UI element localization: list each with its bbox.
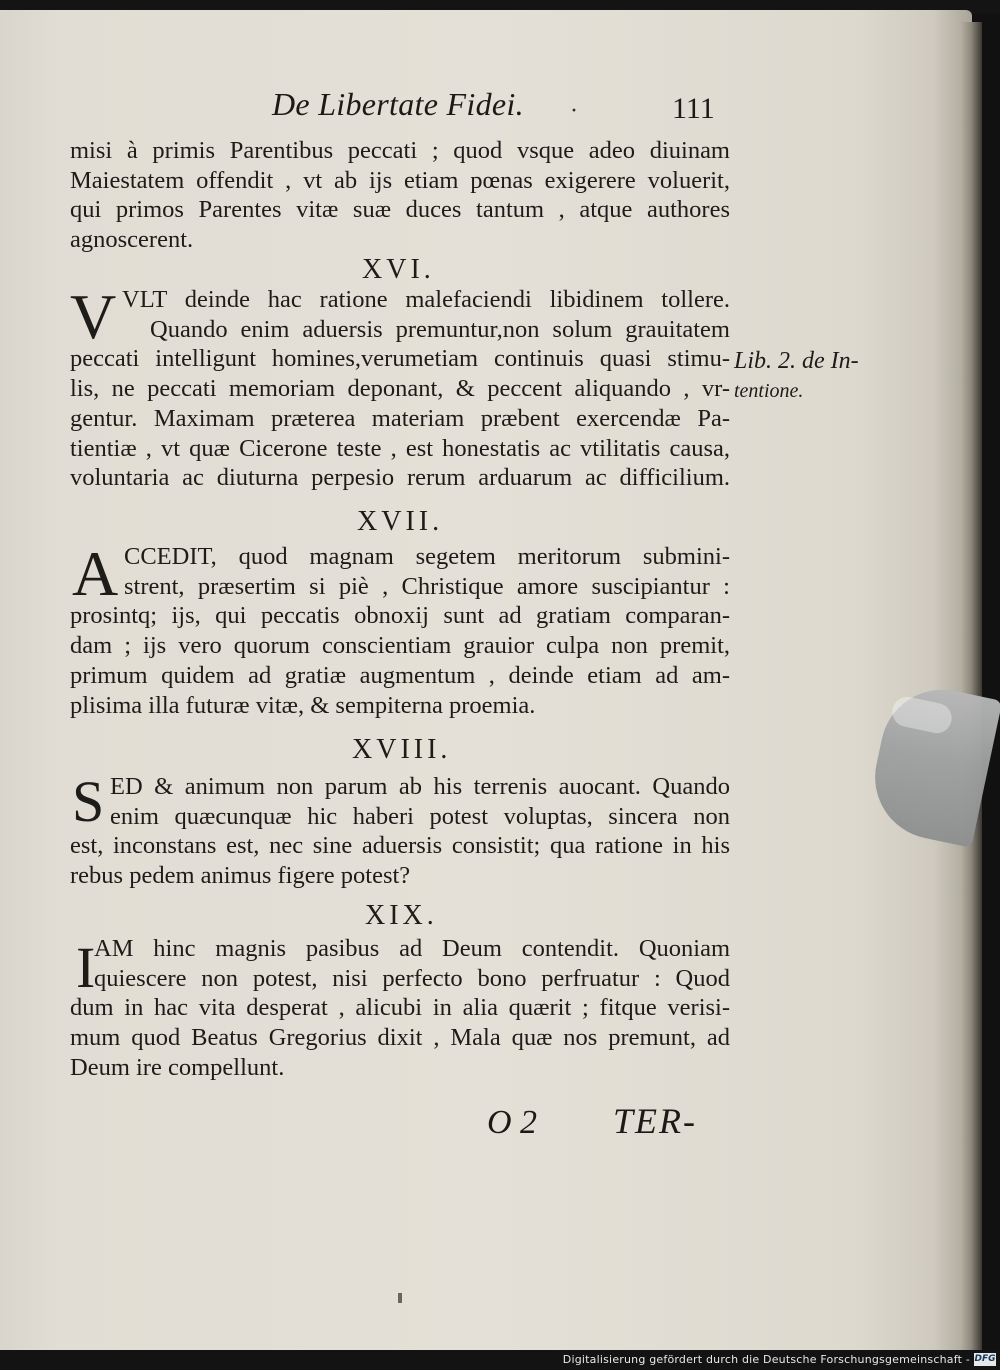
paragraph-xvii <box>70 538 730 720</box>
text-line: agnoscerent. <box>70 226 194 254</box>
section-heading-xvi: XVI. <box>362 254 435 285</box>
text-line: CCEDIT, quod magnam segetem meritorum submini- <box>124 543 730 570</box>
text-line: gentur. Maximam præterea materiam præbent exercendæ Pa- <box>70 404 730 432</box>
text-line: Quando enim aduersis premuntur,non solum grauitatem <box>150 315 730 343</box>
dropcap-s: S <box>72 769 105 834</box>
ink-mark <box>398 1293 402 1303</box>
paragraph-xviii <box>70 769 730 891</box>
text-line: voluntaria ac diuturna perpesio rerum arduarum ac difficilium. <box>70 464 730 492</box>
margin-note-line: Lib. 2. de In- <box>734 348 859 374</box>
catchword: TER- <box>613 1101 697 1141</box>
text-line: VLT deinde hac ratione malefaciendi libidinem tollere. <box>122 286 730 313</box>
dropcap-a: A <box>72 538 119 609</box>
dfg-logo: DFG <box>974 1354 996 1364</box>
text-line: peccati intelligunt homines,verumetiam continuis quasi stimu- <box>70 345 730 373</box>
text-line: primum quidem ad gratiæ augmentum , deinde etiam ad am- <box>70 661 730 689</box>
text-line: mum quod Beatus Gregorius dixit , Mala quæ nos premunt, ad <box>70 1024 730 1052</box>
text-line: strent, præsertim si piè , Christique amore suscipiantur : <box>124 572 730 600</box>
text-line: rebus pedem animus figere potest? <box>70 862 411 890</box>
dropcap-i: I <box>76 935 96 1000</box>
header-dot: · <box>570 98 578 124</box>
text-line: ED & animum non parum ab his terrenis auocant. Quando <box>110 773 730 800</box>
digitization-notice: Digitalisierung gefördert durch die Deutsche Forschungsgemeinschaft - <box>562 1353 970 1366</box>
text-line: tientiæ , vt quæ Cicerone teste , est honestatis ac vtilitatis causa, <box>70 434 730 462</box>
section-heading-xviii: XVIII. <box>352 734 452 765</box>
text-line: lis, ne peccati memoriam deponant, & peccent aliquando , vr- <box>70 375 730 403</box>
text-line: plisima illa futuræ vitæ, & sempiterna proemia. <box>70 691 536 719</box>
running-header-title: De Libertate Fidei. <box>272 86 524 122</box>
text-line: quiescere non potest, nisi perfecto bono perfruatur : Quod <box>94 964 730 992</box>
text-line: Deum ire compellunt. <box>70 1053 285 1081</box>
page-fore-edge <box>960 22 982 1352</box>
text-line: misi à primis Parentibus peccati ; quod vsque adeo diuinam <box>70 137 730 164</box>
section-heading-xvii: XVII. <box>357 506 444 537</box>
text-line: enim quæcunquæ hic haberi potest voluptas, sincera non <box>110 802 730 830</box>
text-line: dum in hac vita desperat , alicubi in alia quærit ; fitque verisi- <box>70 994 730 1022</box>
page-number: 111 <box>672 92 715 125</box>
text-line: prosintq; ijs, qui peccatis obnoxij sunt ad gratiam comparan- <box>70 602 730 630</box>
text-line: est, inconstans est, nec sine aduersis consistit; qua ratione in his <box>70 832 730 860</box>
text-line: dam ; ijs vero quorum conscientiam grauior culpa non premit, <box>70 632 730 660</box>
text-line: qui primos Parentes vitæ suæ duces tantum , atque authores <box>70 196 730 224</box>
text-line: AM hinc magnis pasibus ad Deum contendit. Quoniam <box>94 935 730 962</box>
signature-mark: O 2 <box>487 1104 538 1141</box>
intro-paragraph <box>70 136 730 255</box>
margin-note <box>734 346 859 406</box>
text-line: Maiestatem offendit , vt ab ijs etiam pœnas exigerere voluerit, <box>70 166 730 194</box>
dropcap-v: V <box>70 281 117 352</box>
margin-note-line: tentione. <box>734 380 804 402</box>
section-heading-xix: XIX. <box>365 900 438 931</box>
paragraph-xix <box>70 934 730 1083</box>
paragraph-xvi <box>70 281 730 493</box>
